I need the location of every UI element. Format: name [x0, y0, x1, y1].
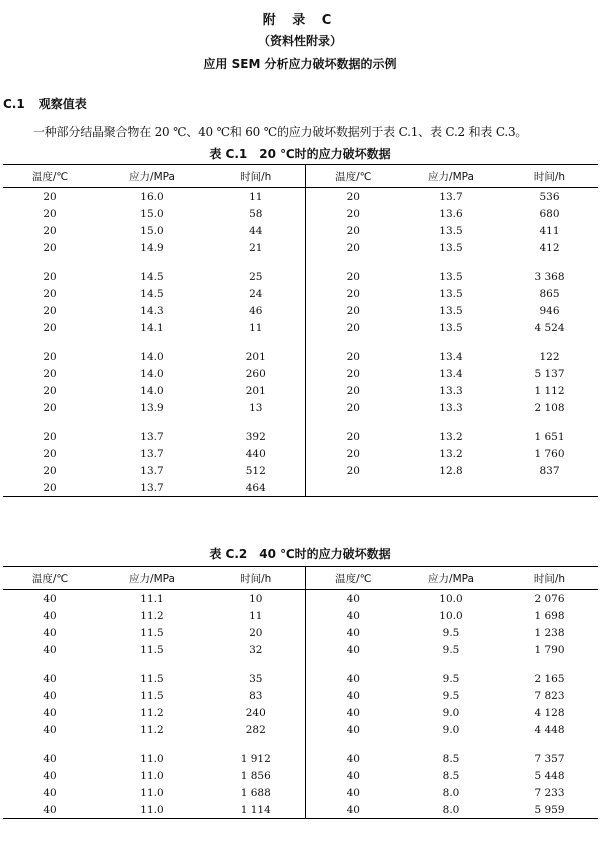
table-cell: 9.5 — [442, 626, 460, 639]
spacer-cell — [207, 738, 305, 750]
table-cell — [401, 479, 501, 497]
table-cell: 20 — [43, 224, 57, 237]
table-c2 — [3, 566, 598, 819]
table-cell: 1 112 — [534, 384, 565, 397]
spacer-cell — [97, 738, 207, 750]
table-cell: 20 — [43, 190, 57, 203]
table-cell: 14.0 — [140, 384, 164, 397]
spacer-cell — [3, 416, 97, 428]
table-cell: 13.9 — [140, 401, 164, 414]
table-row — [3, 704, 598, 721]
table-cell: 11.5 — [140, 643, 164, 656]
table-cell: 20 — [43, 287, 57, 300]
table-row — [3, 268, 598, 285]
table-row — [3, 721, 598, 738]
table-cell: 11.2 — [140, 609, 164, 622]
table-cell: 11.5 — [140, 689, 164, 702]
table-cell: 10.0 — [439, 592, 463, 605]
table-row — [3, 319, 598, 336]
table-cell: 13.5 — [439, 287, 463, 300]
table-cell: 4 128 — [534, 706, 565, 719]
spacer-cell — [501, 658, 598, 670]
table-cell: 20 — [249, 626, 263, 639]
table-cell: 440 — [245, 447, 266, 460]
table-cell: 40 — [305, 784, 401, 801]
table-cell: 464 — [207, 479, 305, 497]
column-header: 应力/MPa — [401, 567, 501, 590]
table-row — [3, 767, 598, 784]
table-cell: 3 368 — [534, 270, 565, 283]
table-cell: 282 — [245, 723, 266, 736]
table-row — [3, 445, 598, 462]
table-cell: 20 — [305, 319, 401, 336]
appendix-note: （资料性附录） — [257, 34, 342, 48]
table-cell: 13.7 — [439, 190, 463, 203]
table-cell: 8.0 — [442, 786, 460, 799]
table-cell: 13.4 — [439, 367, 463, 380]
table-cell: 13.2 — [439, 447, 463, 460]
table-cell: 20 — [305, 348, 401, 365]
table-cell: 40 — [3, 801, 97, 819]
row-spacer — [3, 256, 598, 268]
table-row — [3, 607, 598, 624]
table-cell: 20 — [43, 207, 57, 220]
table-cell: 14.3 — [140, 304, 164, 317]
table-cell: 13.7 — [140, 447, 164, 460]
table-cell: 260 — [245, 367, 266, 380]
table-cell: 40 — [43, 643, 57, 656]
table-cell: 7 823 — [534, 689, 565, 702]
spacer-cell — [207, 658, 305, 670]
table-cell: 14.0 — [140, 350, 164, 363]
table-cell: 13.5 — [439, 241, 463, 254]
table-cell: 9.5 — [442, 689, 460, 702]
column-header: 温度/℃ — [305, 567, 401, 590]
table-cell: 40 — [305, 590, 401, 608]
table-cell: 11.0 — [140, 769, 164, 782]
table-cell: 20 — [305, 268, 401, 285]
table-row — [3, 624, 598, 641]
table-cell: 1 114 — [207, 801, 305, 819]
table-cell: 40 — [305, 687, 401, 704]
table-cell: 13.2 — [439, 430, 463, 443]
column-header: 时间/h — [207, 567, 305, 590]
table-cell: 13.7 — [140, 464, 164, 477]
table-c2-body — [3, 590, 598, 819]
table-cell: 5 137 — [534, 367, 565, 380]
spacer-cell — [3, 336, 97, 348]
table-cell: 25 — [249, 270, 263, 283]
table-cell: 40 — [43, 706, 57, 719]
table-cell: 2 076 — [534, 592, 565, 605]
table-row — [3, 784, 598, 801]
table-cell: 14.5 — [140, 287, 164, 300]
spacer-cell — [3, 738, 97, 750]
table-cell: 20 — [3, 479, 97, 497]
table-cell: 11.5 — [140, 672, 164, 685]
table-cell: 24 — [249, 287, 263, 300]
table-cell: 13.7 — [140, 430, 164, 443]
table-cell: 11.2 — [140, 706, 164, 719]
spacer-cell — [501, 256, 598, 268]
spacer-cell — [401, 416, 501, 428]
column-header: 应力/MPa — [97, 165, 207, 188]
table-cell: 44 — [249, 224, 263, 237]
table-row — [3, 670, 598, 687]
table-cell: 20 — [305, 285, 401, 302]
table-cell — [305, 479, 401, 497]
spacer-cell — [501, 738, 598, 750]
spacer-cell — [207, 336, 305, 348]
table-cell: 7 233 — [534, 786, 565, 799]
table-c1 — [3, 164, 598, 497]
table-cell: 20 — [43, 270, 57, 283]
table-c1-body — [3, 188, 598, 497]
table-cell: 412 — [539, 241, 560, 254]
table-cell: 13.5 — [439, 270, 463, 283]
table-cell: 946 — [539, 304, 560, 317]
table-cell: 11.2 — [140, 723, 164, 736]
table-cell: 13 — [249, 401, 263, 414]
table-cell: 40 — [43, 609, 57, 622]
table-cell: 40 — [305, 704, 401, 721]
table-cell: 13.3 — [439, 401, 463, 414]
column-header: 温度/℃ — [305, 165, 401, 188]
table-cell: 12.8 — [439, 464, 463, 477]
table-cell: 11.5 — [140, 626, 164, 639]
table-cell: 20 — [305, 365, 401, 382]
intro-paragraph: 一种部分结晶聚合物在 20 ℃、40 ℃和 60 ℃的应力破坏数据列于表 C.1、表 C.2 和表 C.3。 — [33, 125, 528, 139]
table-cell: 11.0 — [140, 752, 164, 765]
table-cell: 1 651 — [534, 430, 565, 443]
table-cell: 5 448 — [534, 769, 565, 782]
table-cell: 1 760 — [534, 447, 565, 460]
table-cell: 15.0 — [140, 224, 164, 237]
spacer-cell — [401, 256, 501, 268]
spacer-cell — [3, 256, 97, 268]
table-cell: 9.5 — [442, 643, 460, 656]
table-cell: 40 — [305, 670, 401, 687]
table-cell: 40 — [305, 624, 401, 641]
table-cell: 13.4 — [439, 350, 463, 363]
table-row — [3, 750, 598, 767]
table-cell: 20 — [305, 302, 401, 319]
table-header-row — [3, 165, 598, 188]
row-spacer — [3, 738, 598, 750]
table-cell: 9.0 — [442, 723, 460, 736]
row-spacer — [3, 416, 598, 428]
table-cell: 20 — [305, 445, 401, 462]
spacer-cell — [207, 416, 305, 428]
table-cell: 14.1 — [140, 321, 164, 334]
table-cell: 201 — [245, 350, 266, 363]
table-cell: 837 — [539, 464, 560, 477]
table-cell: 20 — [305, 205, 401, 222]
table-cell: 11.0 — [97, 801, 207, 819]
table-cell: 865 — [539, 287, 560, 300]
table-cell: 2 108 — [534, 401, 565, 414]
table-cell: 40 — [305, 607, 401, 624]
table-row — [3, 801, 598, 819]
table-cell: 1 238 — [534, 626, 565, 639]
spacer-cell — [97, 336, 207, 348]
table-cell: 20 — [43, 241, 57, 254]
table-row — [3, 382, 598, 399]
table-cell: 15.0 — [140, 207, 164, 220]
spacer-cell — [401, 658, 501, 670]
table-c1-caption: 表 C.1 20 ℃时的应力破坏数据 — [209, 147, 391, 161]
table-cell: 40 — [43, 723, 57, 736]
table-row — [3, 348, 598, 365]
table-cell: 13.5 — [439, 304, 463, 317]
table-row — [3, 590, 598, 608]
table-cell: 13.5 — [439, 321, 463, 334]
appendix-subject: 应用 SEM 分析应力破坏数据的示例 — [203, 57, 397, 71]
table-cell: 40 — [43, 786, 57, 799]
table-cell: 20 — [43, 464, 57, 477]
table-cell: 4 524 — [534, 321, 565, 334]
table-row — [3, 222, 598, 239]
spacer-cell — [97, 658, 207, 670]
table-cell: 512 — [245, 464, 266, 477]
table-row — [3, 365, 598, 382]
table-cell: 16.0 — [140, 190, 164, 203]
spacer-cell — [305, 416, 401, 428]
section-title: 观察值表 — [38, 97, 87, 111]
column-header: 时间/h — [207, 165, 305, 188]
table-cell: 20 — [305, 382, 401, 399]
table-cell: 40 — [43, 626, 57, 639]
table-cell: 40 — [305, 750, 401, 767]
table-header-row — [3, 567, 598, 590]
appendix-title: 附 录 C — [262, 13, 338, 28]
spacer-cell — [401, 336, 501, 348]
spacer-cell — [207, 256, 305, 268]
table-cell: 14.0 — [140, 367, 164, 380]
table-cell: 20 — [305, 222, 401, 239]
table-row — [3, 302, 598, 319]
table-cell: 58 — [249, 207, 263, 220]
spacer-cell — [305, 256, 401, 268]
table-cell: 21 — [249, 241, 263, 254]
column-header: 温度/℃ — [3, 567, 97, 590]
table-cell: 20 — [305, 428, 401, 445]
row-spacer — [3, 336, 598, 348]
table-row — [3, 428, 598, 445]
table-cell: 1 856 — [240, 769, 271, 782]
table-row — [3, 687, 598, 704]
table-row — [3, 479, 598, 497]
table-cell: 392 — [245, 430, 266, 443]
table-cell: 5 959 — [501, 801, 598, 819]
table-cell: 20 — [305, 188, 401, 206]
table-cell: 1 790 — [534, 643, 565, 656]
section-number: C.1 — [3, 97, 25, 111]
table-cell: 11 — [249, 190, 263, 203]
table-cell: 240 — [245, 706, 266, 719]
table-cell: 40 — [43, 752, 57, 765]
table-cell: 20 — [43, 321, 57, 334]
table-cell: 14.9 — [140, 241, 164, 254]
table-cell: 20 — [43, 384, 57, 397]
table-cell: 7 357 — [534, 752, 565, 765]
table-cell: 1 688 — [240, 786, 271, 799]
table-cell: 11 — [249, 609, 263, 622]
column-header: 时间/h — [501, 165, 598, 188]
table-cell: 1 912 — [240, 752, 271, 765]
table-cell: 2 165 — [534, 672, 565, 685]
table-cell: 40 — [305, 721, 401, 738]
table-cell: 11.0 — [140, 786, 164, 799]
table-cell: 40 — [43, 689, 57, 702]
table-cell: 40 — [305, 641, 401, 658]
table-cell: 411 — [539, 224, 560, 237]
table-cell — [501, 479, 598, 497]
spacer-cell — [3, 658, 97, 670]
table-row — [3, 399, 598, 416]
table-cell: 35 — [249, 672, 263, 685]
table-cell: 1 698 — [534, 609, 565, 622]
spacer-cell — [305, 658, 401, 670]
table-cell: 40 — [305, 767, 401, 784]
row-spacer — [3, 658, 598, 670]
table-cell: 32 — [249, 643, 263, 656]
table-cell: 9.0 — [442, 706, 460, 719]
spacer-cell — [401, 738, 501, 750]
table-cell: 40 — [305, 801, 401, 819]
section-heading — [3, 95, 87, 112]
column-header: 应力/MPa — [97, 567, 207, 590]
table-cell: 20 — [43, 304, 57, 317]
table-row — [3, 462, 598, 479]
table-cell: 20 — [43, 447, 57, 460]
table-cell: 83 — [249, 689, 263, 702]
spacer-cell — [501, 336, 598, 348]
table-cell: 40 — [43, 672, 57, 685]
column-header: 应力/MPa — [401, 165, 501, 188]
table-cell: 46 — [249, 304, 263, 317]
spacer-cell — [97, 416, 207, 428]
table-cell: 122 — [539, 350, 560, 363]
table-cell: 8.0 — [401, 801, 501, 819]
table-cell: 20 — [43, 401, 57, 414]
spacer-cell — [501, 416, 598, 428]
table-cell: 8.5 — [442, 769, 460, 782]
spacer-cell — [97, 256, 207, 268]
table-row — [3, 239, 598, 256]
table-cell: 40 — [43, 769, 57, 782]
table-cell: 11.1 — [140, 592, 164, 605]
table-cell: 4 448 — [534, 723, 565, 736]
table-cell: 20 — [43, 367, 57, 380]
table-cell: 20 — [43, 430, 57, 443]
column-header: 时间/h — [501, 567, 598, 590]
spacer-cell — [305, 738, 401, 750]
table-cell: 20 — [305, 239, 401, 256]
table-cell: 40 — [43, 592, 57, 605]
table-cell: 13.5 — [439, 224, 463, 237]
column-header: 温度/℃ — [3, 165, 97, 188]
table-cell: 10.0 — [439, 609, 463, 622]
table-cell: 20 — [305, 462, 401, 479]
table-cell: 13.6 — [439, 207, 463, 220]
table-cell: 11 — [249, 321, 263, 334]
table-cell: 680 — [539, 207, 560, 220]
table-cell: 20 — [43, 350, 57, 363]
table-cell: 13.7 — [97, 479, 207, 497]
table-cell: 14.5 — [140, 270, 164, 283]
table-c2-caption: 表 C.2 40 ℃时的应力破坏数据 — [209, 547, 391, 561]
table-row — [3, 205, 598, 222]
table-cell: 201 — [245, 384, 266, 397]
table-cell: 13.3 — [439, 384, 463, 397]
spacer-cell — [305, 336, 401, 348]
table-cell: 8.5 — [442, 752, 460, 765]
table-row — [3, 285, 598, 302]
table-row — [3, 641, 598, 658]
table-row — [3, 188, 598, 206]
table-cell: 536 — [539, 190, 560, 203]
table-cell: 10 — [249, 592, 263, 605]
table-cell: 20 — [305, 399, 401, 416]
table-cell: 9.5 — [442, 672, 460, 685]
